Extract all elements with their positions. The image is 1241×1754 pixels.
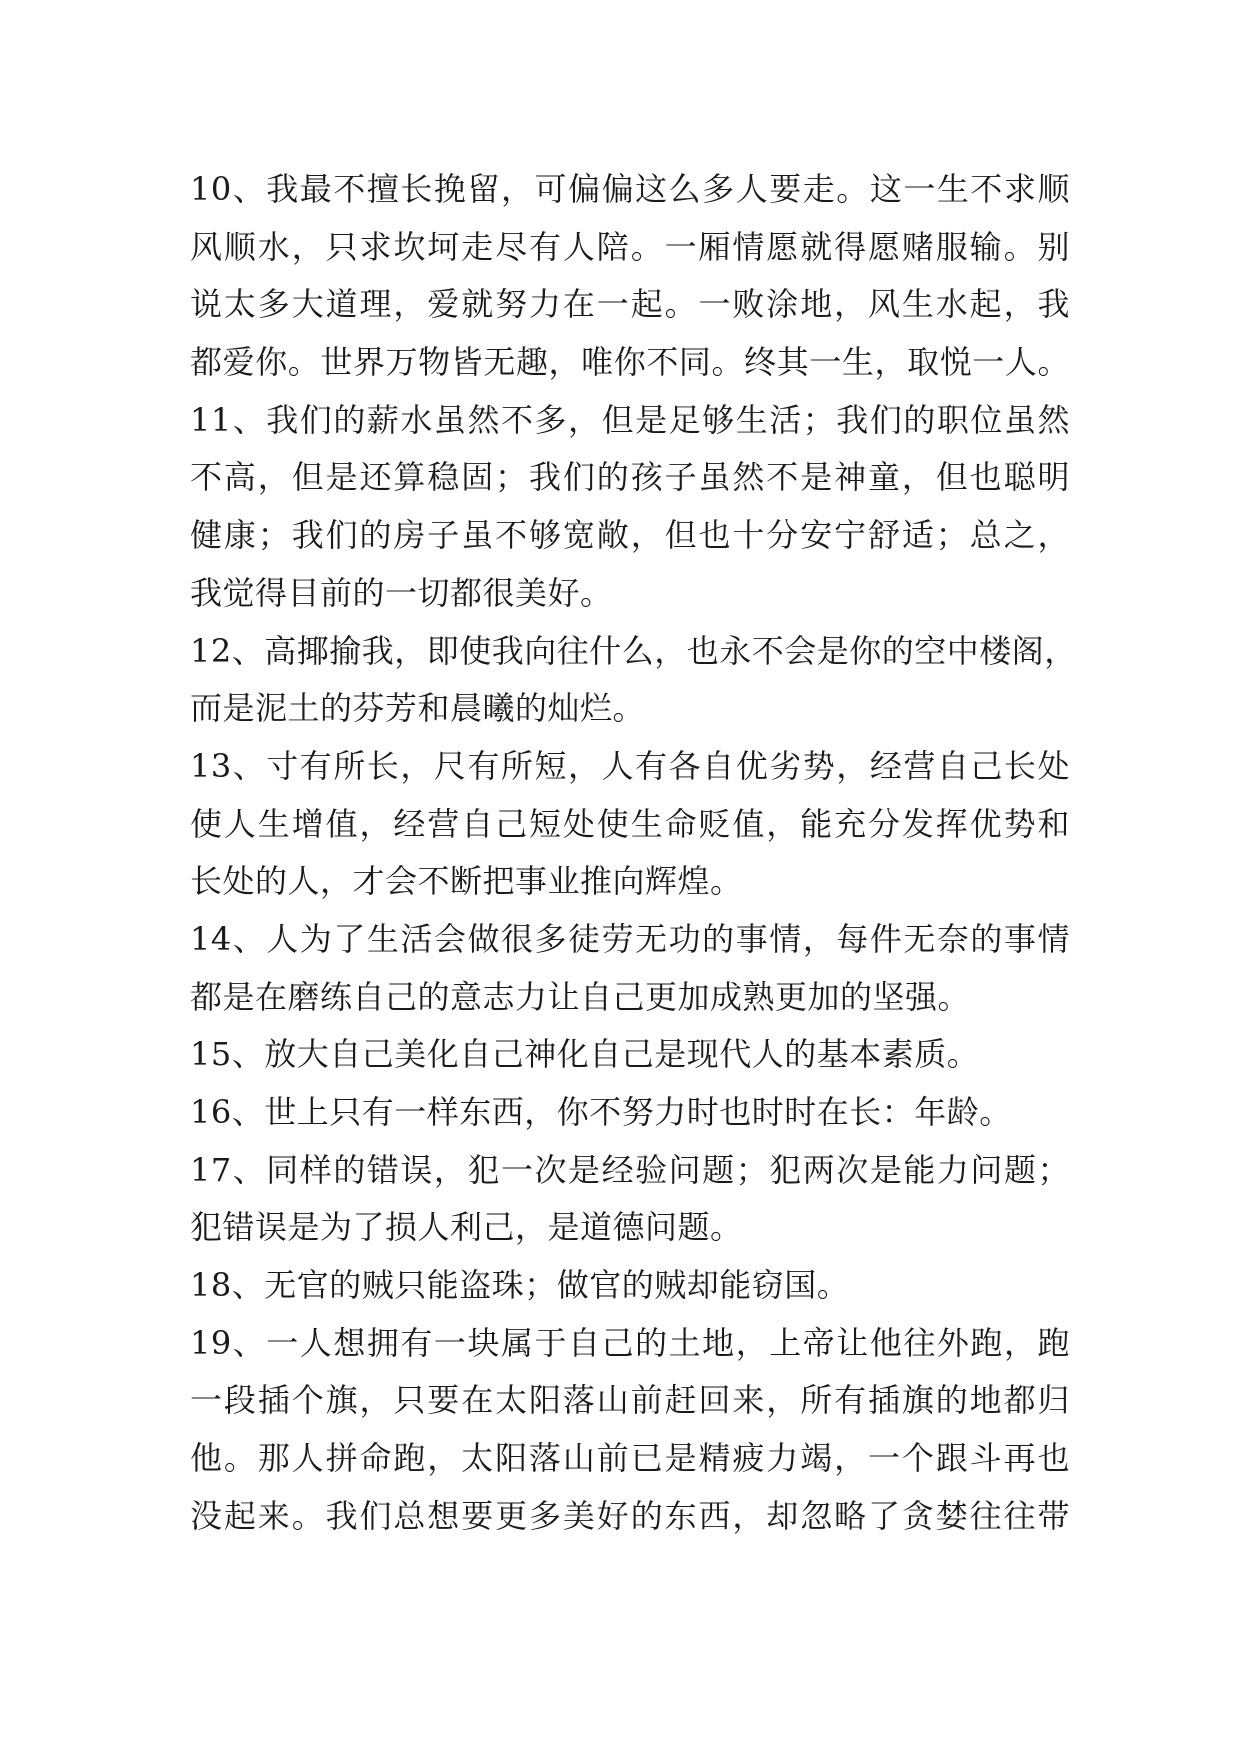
text-line: 18、无官的贼只能盗珠；做官的贼却能窃国。 — [190, 1266, 850, 1305]
text-line: 一段插个旗，只要在太阳落山前赶回来，所有插旗的地都归 — [190, 1381, 1070, 1420]
text-line: 13、寸有所长，尺有所短，人有各自优劣势，经营自己长处 — [190, 746, 1070, 785]
text-line: 12、高揶揄我，即使我向往什么，也永不会是你的空中楼阁， — [190, 631, 1077, 670]
text-line: 说太多大道理，爱就努力在一起。一败涂地，风生水起，我 — [190, 285, 1070, 324]
text-line: 他。那人拼命跑，太阳落山前已是精疲力竭，一个跟斗再也 — [190, 1439, 1070, 1478]
text-line: 10、我最不擅长挽留，可偏偏这么多人要走。这一生不求顺 — [190, 170, 1070, 208]
text-line: 长处的人，才会不断把事业推向辉煌。 — [190, 862, 743, 901]
text-line: 都是在磨练自己的意志力让自己更加成熟更加的坚强。 — [190, 977, 971, 1016]
text-line: 15、放大自己美化自己神化自己是现代人的基本素质。 — [190, 1035, 980, 1074]
text-line: 14、人为了生活会做很多徒劳无功的事情，每件无奈的事情 — [190, 919, 1070, 958]
text-line: 没起来。我们总想要更多美好的东西，却忽略了贪婪往往带 — [190, 1496, 1070, 1535]
text-line: 19、一人想拥有一块属于自己的土地，上帝让他往外跑，跑 — [190, 1323, 1070, 1362]
text-line: 而是泥土的芬芳和晨曦的灿烂。 — [190, 689, 646, 728]
text-line: 都爱你。世界万物皆无趣，唯你不同。终其一生，取悦一人。 — [190, 343, 1070, 382]
text-line: 11、我们的薪水虽然不多，但是足够生活；我们的职位虽然 — [190, 400, 1070, 439]
text-line: 健康；我们的房子虽不够宽敞，但也十分安宁舒适；总之， — [190, 516, 1070, 555]
text-line: 犯错误是为了损人利己，是道德问题。 — [190, 1208, 743, 1247]
text-line: 我觉得目前的一切都很美好。 — [190, 573, 613, 612]
text-line: 16、世上只有一样东西，你不努力时也时时在长：年龄。 — [190, 1093, 1012, 1131]
text-line: 使人生增值，经营自己短处使生命贬值，能充分发挥优势和 — [190, 804, 1070, 843]
document-body — [190, 161, 1077, 1546]
text-line: 17、同样的错误，犯一次是经验问题；犯两次是能力问题； — [190, 1150, 1070, 1189]
text-line: 不高，但是还算稳固；我们的孩子虽然不是神童，但也聪明 — [190, 458, 1070, 497]
text-line: 风顺水，只求坎坷走尽有人陪。一厢情愿就得愿赌服输。别 — [190, 227, 1070, 266]
